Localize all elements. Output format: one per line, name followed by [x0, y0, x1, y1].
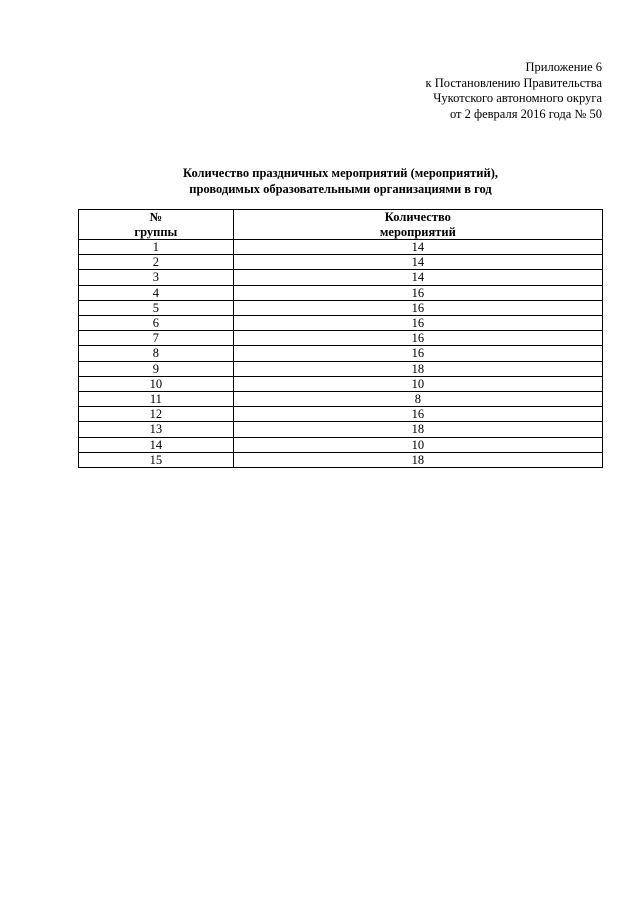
table-row	[79, 331, 603, 346]
group-number-cell: 14	[79, 437, 234, 452]
table-header-row	[79, 210, 603, 240]
event-count-cell: 8	[233, 392, 602, 407]
event-count-cell: 16	[233, 407, 602, 422]
header-group-number-line-2: группы	[134, 224, 178, 239]
event-count-cell: 14	[233, 270, 602, 285]
group-number-cell: 15	[79, 452, 234, 467]
table-row	[79, 437, 603, 452]
appendix-header	[426, 60, 602, 122]
header-event-count-line-1: Количество	[384, 210, 451, 224]
appendix-line-2: к Постановлению Правительства	[425, 75, 602, 90]
group-number-cell: 11	[79, 392, 234, 407]
event-count-cell: 14	[233, 240, 602, 255]
table-row	[79, 407, 603, 422]
event-count-cell: 14	[233, 255, 602, 270]
event-count-cell: 10	[233, 437, 602, 452]
table-body	[79, 240, 603, 468]
group-number-cell: 10	[79, 376, 234, 391]
table-row	[79, 285, 603, 300]
group-number-cell: 8	[79, 346, 234, 361]
header-group-number-line-1: №	[149, 210, 163, 224]
table-row	[79, 346, 603, 361]
event-count-cell: 18	[233, 422, 602, 437]
group-number-cell: 3	[79, 270, 234, 285]
group-number-cell: 7	[79, 331, 234, 346]
group-number-cell: 2	[79, 255, 234, 270]
table-row	[79, 452, 603, 467]
table-row	[79, 422, 603, 437]
table-row	[79, 240, 603, 255]
group-number-cell: 9	[79, 361, 234, 376]
header-event-count-line-2: мероприятий	[379, 224, 456, 239]
group-number-cell: 6	[79, 316, 234, 331]
appendix-line-1: Приложение 6	[525, 60, 602, 74]
table-row	[79, 376, 603, 391]
event-count-cell: 16	[233, 346, 602, 361]
appendix-line-3: Чукотского автономного округа	[433, 91, 602, 105]
header-event-count	[233, 210, 602, 240]
table-row	[79, 361, 603, 376]
event-count-cell: 16	[233, 300, 602, 315]
table-row	[79, 270, 603, 285]
group-number-cell: 4	[79, 285, 234, 300]
document-title	[78, 166, 603, 197]
group-number-cell: 5	[79, 300, 234, 315]
appendix-line-4: от 2 февраля 2016 года № 50	[449, 106, 602, 121]
event-count-cell: 16	[233, 331, 602, 346]
event-count-cell: 10	[233, 376, 602, 391]
event-count-cell: 16	[233, 285, 602, 300]
event-count-cell: 16	[233, 316, 602, 331]
event-count-cell: 18	[233, 452, 602, 467]
title-line-1: Количество праздничных мероприятий (мероприятий),	[183, 166, 498, 180]
events-table	[78, 209, 603, 468]
group-number-cell: 1	[79, 240, 234, 255]
event-count-cell: 18	[233, 361, 602, 376]
group-number-cell: 12	[79, 407, 234, 422]
table-row	[79, 300, 603, 315]
group-number-cell: 13	[79, 422, 234, 437]
title-line-2: проводимых образовательными организациями в год	[189, 181, 492, 196]
table-row	[79, 255, 603, 270]
header-group-number	[79, 210, 234, 240]
table-row	[79, 316, 603, 331]
table-row	[79, 392, 603, 407]
